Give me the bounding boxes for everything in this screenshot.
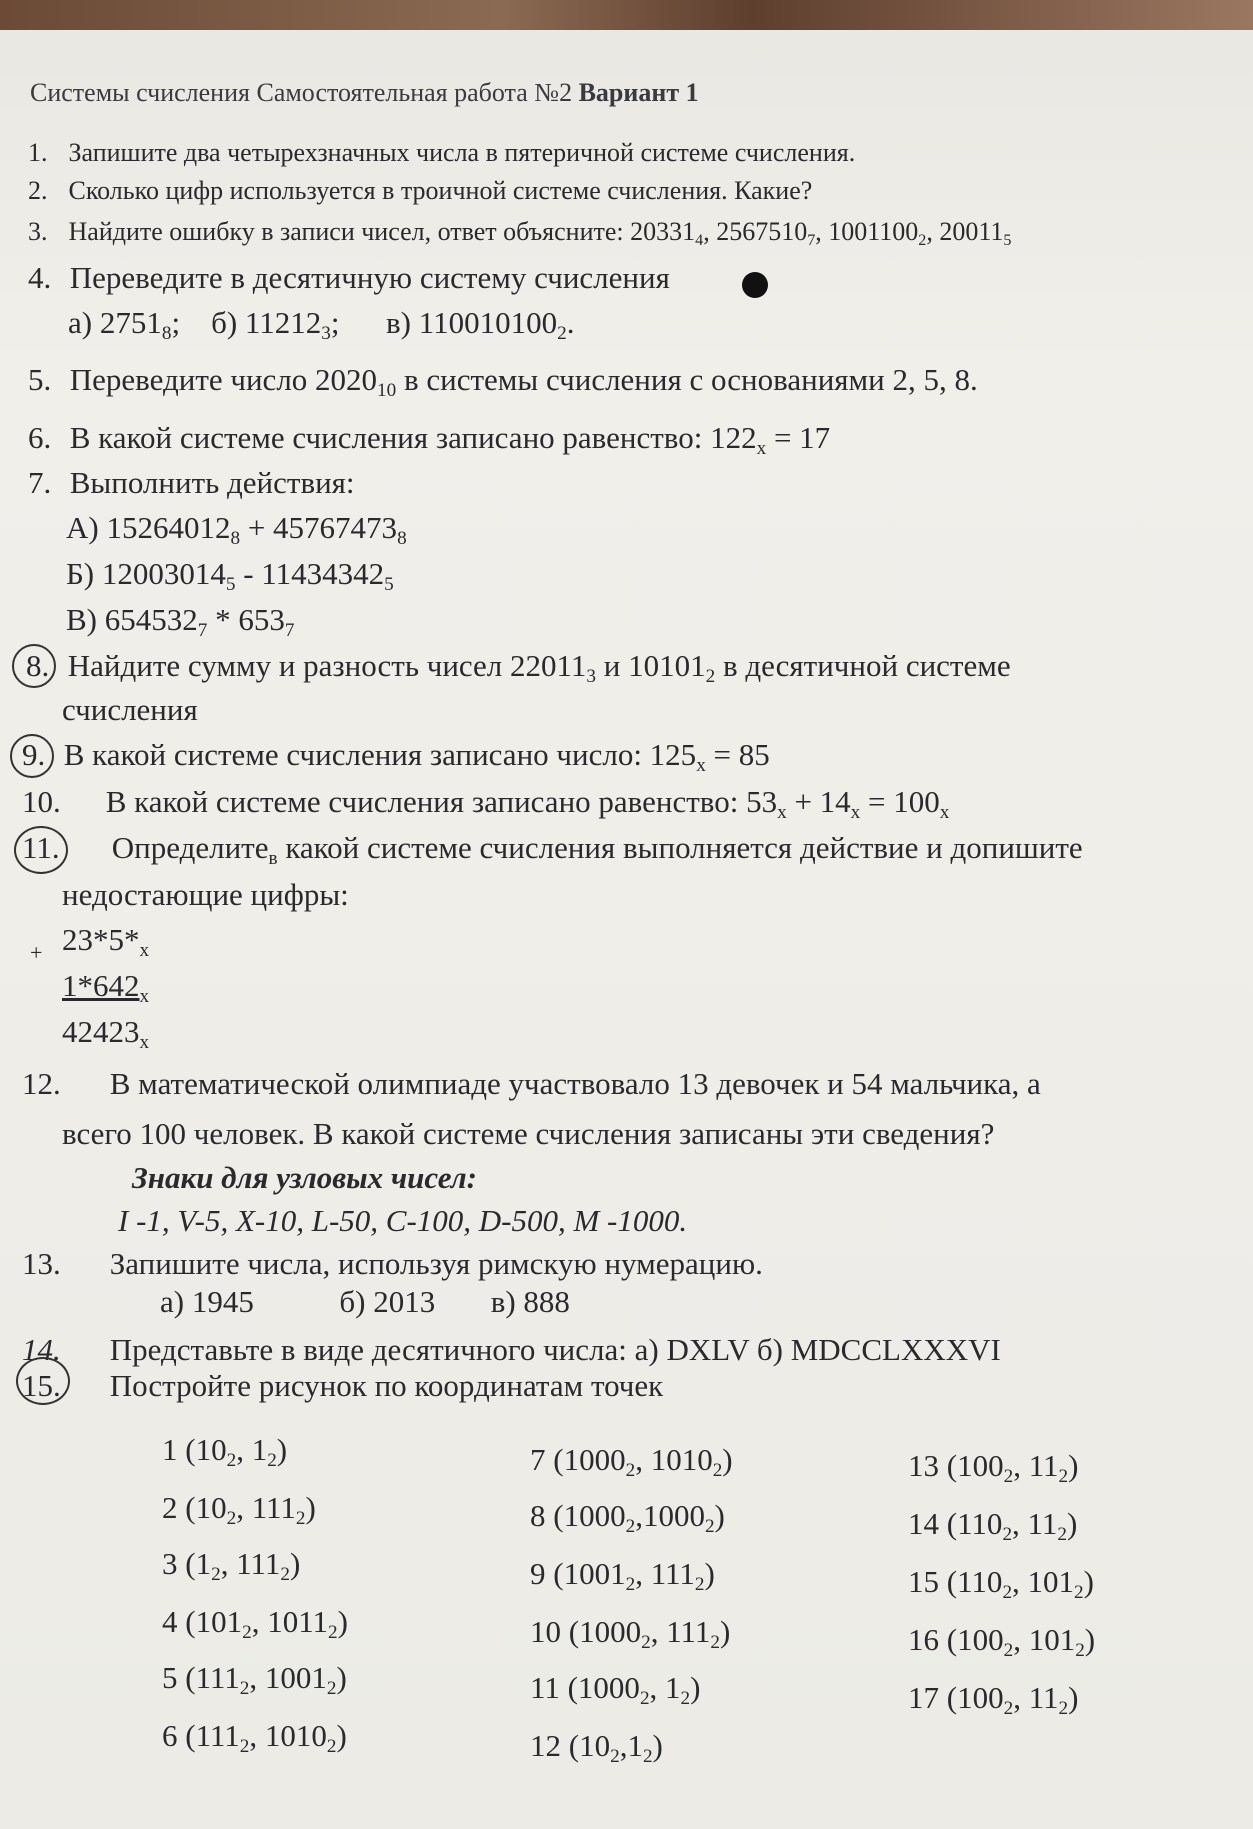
table-edge-background xyxy=(0,0,1253,30)
point-1: 1 ($10_2$, $1_2$) xyxy=(162,1432,288,1471)
point-12: 12 $(10_2,1_2)$ xyxy=(530,1728,663,1767)
task-15: 15. Постройте рисунок по координатам точек xyxy=(22,1368,664,1403)
plus-sign: + xyxy=(30,940,43,965)
task-6: 6. В какой системе счисления записано равенство: $122_x = 17$ xyxy=(28,420,831,459)
task-2: 2. Сколько цифр используется в троичной системе счисления. Какие? xyxy=(28,176,813,205)
point-3: 3 ($1_2$, $111_2$) xyxy=(162,1546,301,1585)
addend-2: $1*642_x$ xyxy=(62,968,150,1007)
task-13: 13. Запишите числа, используя римскую нумерацию. xyxy=(22,1246,763,1281)
task-11-cont: недостающие цифры: xyxy=(62,877,349,912)
variant-label: Вариант 1 xyxy=(578,78,699,107)
task-12-cont: всего 100 человек. В какой системе счисления записаны эти сведения? xyxy=(62,1116,995,1151)
task-8-cont: счисления xyxy=(62,692,198,727)
task-4: 4. Переведите в десятичную систему счисления xyxy=(28,260,670,295)
task-8: 8. Найдите сумму и разность чисел $22011_3$ и $10101_2$ в десятичной системе xyxy=(26,648,1011,687)
point-10: 10 ($1000_2$, $111_2$) xyxy=(530,1614,731,1653)
task-12: 12. В математической олимпиаде участвовало 13 девочек и 54 мальчика, а xyxy=(22,1066,1041,1101)
task-10: 10. В какой системе счисления записано равенство: $53_x + 14_x = 100_x$ xyxy=(22,784,950,823)
point-4: 4 ($101_2$, $1011_2$) xyxy=(162,1604,348,1643)
point-14: 14 ($110_2$, $11_2$) xyxy=(908,1506,1078,1545)
point-5: 5 ($111_2$, $1001_2$) xyxy=(162,1660,347,1699)
signs-heading: Знаки для узловых чисел: xyxy=(132,1160,477,1195)
point-15: 15 ($110_2$, $101_2$) xyxy=(908,1564,1094,1603)
point-8: 8 $(1000_2,1000_2)$ xyxy=(530,1498,725,1537)
task-7c: В) $654532_7 * 653_7$ xyxy=(66,602,295,641)
task-7: 7. Выполнить действия: xyxy=(28,465,355,500)
task-5: 5. Переведите число $2020_{10}$ в системы счисления с основаниями 2, 5, 8. xyxy=(28,362,978,401)
task-1: 1. Запишите два четырехзначных числа в пятеричной системе счисления. xyxy=(28,138,856,167)
task-3: 3. Найдите ошибку в записи чисел, ответ объясните: $20331_4$, $2567510_7$, $1001100_2$, $20011_5$ xyxy=(28,217,1012,249)
point-16: 16 ($100_2$, $101_2$) xyxy=(908,1622,1096,1661)
point-11: 11 ($1000_2$, $1_2$) xyxy=(530,1670,701,1709)
task-7b: Б) $12003014_5 - 11434342_5$ xyxy=(66,556,394,595)
point-2: 2 ($10_2$, $111_2$) xyxy=(162,1490,316,1529)
point-6: 6 ($111_2$, $1010_2$) xyxy=(162,1718,347,1757)
ink-blot xyxy=(742,272,768,298)
point-17: 17 ($100_2$, $11_2$) xyxy=(908,1680,1079,1719)
task-14: 14. Представьте в виде десятичного числа: а) DXLV б) MDCCLXXXVI xyxy=(22,1332,1001,1367)
title-text: Системы счисления Самостоятельная работа №2 xyxy=(30,78,573,107)
addend-1: $23*5*_x$ xyxy=(62,922,150,961)
task-13-items: а) 1945 б) 2013 в) 888 xyxy=(160,1284,570,1319)
task-7a: А) $15264012_8 + 45767473_8$ xyxy=(66,510,407,549)
point-13: 13 ($100_2$, $11_2$) xyxy=(908,1448,1079,1487)
page-title xyxy=(30,75,699,111)
point-7: 7 ($1000_2$, $1010_2$) xyxy=(530,1442,733,1481)
signs-list: I -1, V-5, X-10, L-50, C-100, D-500, M -1000. xyxy=(118,1203,688,1238)
task-4-items: а) $2751_8$; б) $11212_3$; в) $110010100_2$. xyxy=(68,305,575,344)
point-9: 9 ($1001_2$, $111_2$) xyxy=(530,1556,715,1595)
task-11: 11. Определите$_в$ какой системе счисления выполняется действие и допишите xyxy=(22,830,1083,869)
sum-result: $42423_x$ xyxy=(62,1014,150,1053)
task-9: 9. В какой системе счисления записано число: $125_x = 85$ xyxy=(22,737,770,776)
